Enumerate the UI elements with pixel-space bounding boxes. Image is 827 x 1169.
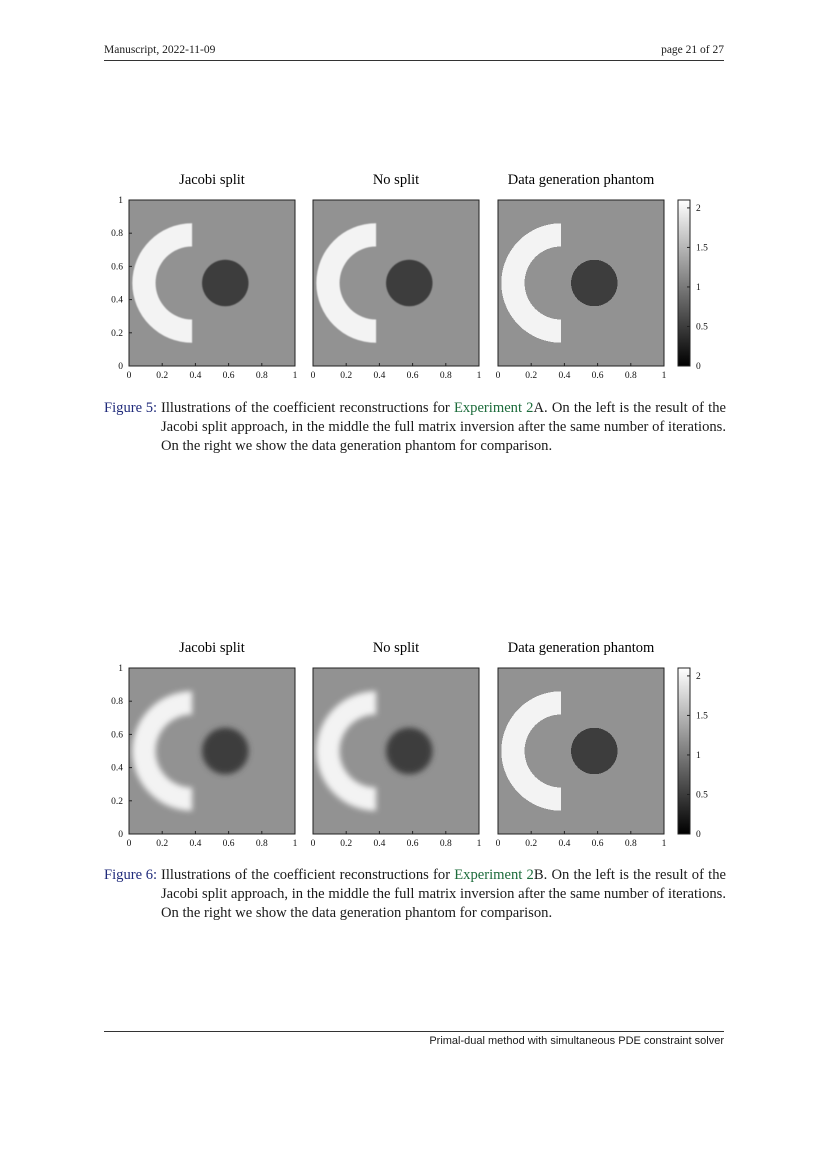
manuscript-date: Manuscript, 2022-11-09 xyxy=(104,44,216,56)
colorbar-gradient xyxy=(678,200,690,366)
x-tick-label: 0 xyxy=(495,371,501,381)
panel-title: Jacobi split xyxy=(179,172,245,188)
x-tick-label: 0.4 xyxy=(189,839,202,849)
x-tick-label: 0.6 xyxy=(406,371,419,381)
panel-title: No split xyxy=(372,640,420,656)
x-tick-label: 0 xyxy=(495,839,501,849)
colorbar-tick-label: 0 xyxy=(696,830,701,840)
x-tick-label: 0 xyxy=(126,839,132,849)
x-tick-label: 1 xyxy=(476,371,482,381)
y-tick-label: 0.8 xyxy=(111,697,123,708)
x-tick-label: 0 xyxy=(126,371,132,381)
x-tick-label: 0.8 xyxy=(255,371,268,381)
header-rule xyxy=(104,60,724,61)
figure-6-label: Figure 6: xyxy=(104,867,158,883)
y-tick-label: 0.6 xyxy=(111,730,123,741)
x-tick-label: 0.8 xyxy=(624,371,637,381)
x-tick-label: 0.4 xyxy=(558,839,571,849)
disk-shape xyxy=(202,260,248,306)
panel-title: Data generation phantom xyxy=(507,172,655,188)
x-tick-label: 0.8 xyxy=(439,839,452,849)
y-tick-label: 0.4 xyxy=(111,295,123,306)
experiment-link[interactable]: Experiment 2 xyxy=(453,400,534,416)
x-tick-label: 0.4 xyxy=(558,371,571,381)
colorbar-tick-label: 1 xyxy=(696,750,701,761)
heatmap-panel xyxy=(127,172,298,381)
figure-5 xyxy=(100,165,740,390)
page-header xyxy=(104,42,724,60)
colorbar-tick-label: 0.5 xyxy=(696,790,708,801)
heatmap-panel xyxy=(127,640,298,849)
figure-6-caption xyxy=(104,866,726,923)
figure-5-label: Figure 5: xyxy=(104,400,158,416)
x-tick-label: 1 xyxy=(661,371,667,381)
disk-shape xyxy=(571,728,617,774)
panel-title: Data generation phantom xyxy=(507,640,655,656)
heatmap-panel xyxy=(311,172,482,381)
disk-shape xyxy=(571,260,617,306)
x-tick-label: 0 xyxy=(310,839,316,849)
y-tick-label: 0.6 xyxy=(111,262,123,273)
figure-6-plot xyxy=(100,633,740,858)
x-tick-label: 1 xyxy=(661,839,667,849)
colorbar-tick-label: 0.5 xyxy=(696,322,708,333)
y-tick-label: 0.8 xyxy=(111,229,123,240)
colorbar-tick-label: 0 xyxy=(696,362,701,372)
x-tick-label: 0.6 xyxy=(591,371,604,381)
x-tick-label: 0.2 xyxy=(525,839,538,849)
heatmap-panel xyxy=(311,640,482,849)
x-tick-label: 0.2 xyxy=(340,839,353,849)
page-number: page 21 of 27 xyxy=(661,44,724,56)
x-tick-label: 0.2 xyxy=(340,371,353,381)
x-tick-label: 0.4 xyxy=(373,839,386,849)
x-tick-label: 0.4 xyxy=(189,371,202,381)
x-tick-label: 0.8 xyxy=(624,839,637,849)
x-tick-label: 0.6 xyxy=(222,839,235,849)
x-tick-label: 1 xyxy=(476,839,482,849)
heatmap-panel xyxy=(496,640,667,849)
y-tick-label: 0 xyxy=(118,830,123,840)
x-tick-label: 0.2 xyxy=(156,839,169,849)
x-tick-label: 0.8 xyxy=(255,839,268,849)
figure-5-caption-text: Illustrations of the coefficient reconstructions for Experiment 2A. On the left is the result of the Jacobi split approach, in the middle the full matrix inversion after the same number of iterations. On the right we show the data generation phantom for comparison. xyxy=(161,400,726,454)
disk-shape xyxy=(202,728,248,774)
y-tick-label: 0.2 xyxy=(111,796,123,807)
y-tick-label: 0.2 xyxy=(111,328,123,339)
x-tick-label: 1 xyxy=(292,839,298,849)
y-tick-label: 1 xyxy=(118,664,123,674)
x-tick-label: 0.6 xyxy=(591,839,604,849)
figure-6-caption-text: Illustrations of the coefficient reconstructions for Experiment 2B. On the left is the result of the Jacobi split approach, in the middle the full matrix inversion after the same number of iterations. On the right we show the data generation phantom for comparison. xyxy=(161,867,726,921)
x-tick-label: 0.2 xyxy=(525,371,538,381)
colorbar-tick-label: 1 xyxy=(696,282,701,293)
panel-title: No split xyxy=(372,172,420,188)
colorbar-tick-label: 2 xyxy=(696,203,701,214)
x-tick-label: 0.6 xyxy=(406,839,419,849)
y-tick-label: 0.4 xyxy=(111,763,123,774)
disk-shape xyxy=(386,728,432,774)
colorbar-tick-label: 1.5 xyxy=(696,711,708,722)
footer-rule xyxy=(104,1031,724,1032)
figure-5-plot xyxy=(100,165,740,390)
x-tick-label: 0.4 xyxy=(373,371,386,381)
disk-shape xyxy=(386,260,432,306)
x-tick-label: 1 xyxy=(292,371,298,381)
heatmap-panel xyxy=(496,172,667,381)
panel-title: Jacobi split xyxy=(179,640,245,656)
colorbar-gradient xyxy=(678,668,690,834)
running-title: Primal-dual method with simultaneous PDE constraint solver xyxy=(429,1035,724,1047)
x-tick-label: 0 xyxy=(310,371,316,381)
colorbar xyxy=(678,200,708,372)
x-tick-label: 0.6 xyxy=(222,371,235,381)
figure-5-caption xyxy=(104,399,726,456)
colorbar-tick-label: 1.5 xyxy=(696,243,708,254)
experiment-link[interactable]: Experiment 2 xyxy=(454,867,534,883)
y-tick-label: 1 xyxy=(118,196,123,206)
colorbar xyxy=(678,668,708,840)
x-tick-label: 0.2 xyxy=(156,371,169,381)
colorbar-tick-label: 2 xyxy=(696,671,701,682)
x-tick-label: 0.8 xyxy=(439,371,452,381)
figure-6 xyxy=(100,633,740,858)
y-tick-label: 0 xyxy=(118,362,123,372)
